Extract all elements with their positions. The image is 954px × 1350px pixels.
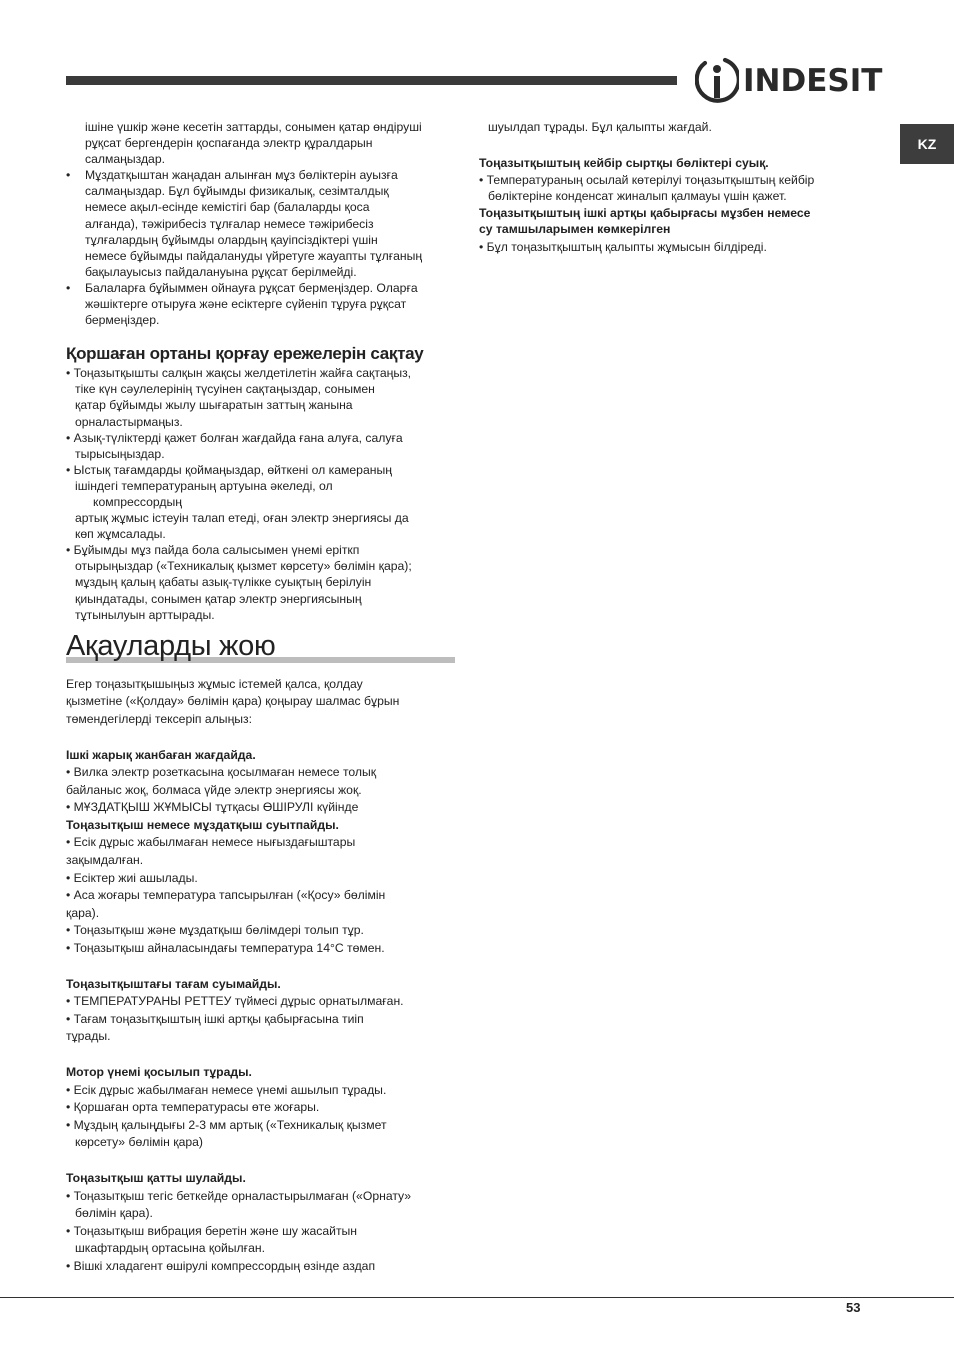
issue-line: • Вішкі хладагент өшірулі компрессордың өзінде аздап xyxy=(66,1258,376,1273)
intro-line: рұқсат бергендерін қоспағанда электр құралдарын xyxy=(85,136,373,151)
brand-wordmark: INDESIT xyxy=(743,63,883,99)
env-line: қатар бұйымды жылу шығаратын заттың жанына xyxy=(75,398,353,413)
env-line: ішіндегі температураның артуына әкеледі, ол xyxy=(75,478,333,493)
issue-line: • Тоңазытқыш вибрация беретін және шу жасайтын xyxy=(66,1223,358,1238)
bullet-line: жәшіктерге отыруға және есіктерге сүйеніп тұруға рұқсат xyxy=(85,297,407,312)
bullet-line: салмаңыздар. Бұл бұйымды физикалық, сезімталдық xyxy=(85,184,389,199)
bullet-line: немесе ақыл-есінде кемістігі бар (балаларды қоса xyxy=(85,200,370,215)
issue-line: бөлімін қара). xyxy=(75,1206,153,1221)
bullet-line: алғанда), тәжірибесіз тұлғалар немесе тәжірибесіз xyxy=(85,216,374,231)
safety-bullet xyxy=(66,280,461,328)
bullet-line: тұлғалардың бұйымды олардың қауіпсіздіктері үшін xyxy=(85,232,378,247)
page-title-troubleshooting: Ақауларды жою xyxy=(66,629,276,662)
bullet-line: бермеңіздер. xyxy=(85,313,160,328)
issue-group-motor xyxy=(66,1064,461,1152)
issue-line: • Вилка электр розеткасына қосылмаған немесе толық xyxy=(66,765,377,780)
issue-line: • Мұздың қалыңдығы 2-3 мм артық («Техникалық қызмет xyxy=(66,1117,387,1132)
issue-line: • Бұл тоңазытқыштың қалыпты жұмысын білдіреді. xyxy=(479,239,767,254)
issue-group-light xyxy=(66,747,461,817)
issue-heading: Мотор үнемі қосылып тұрады. xyxy=(66,1065,252,1079)
issue-line: қара). xyxy=(66,905,100,920)
page-number: 53 xyxy=(846,1300,861,1315)
bullet-line: бақылауысыз пайдалануына рұқсат берілмейді. xyxy=(85,264,357,279)
issue-heading: Тоңазытқыштың ішкі артқы қабырғасы мұзбен немесе xyxy=(479,206,811,221)
issue-heading: Тоңазытқыш немесе мұздатқыш суытпайды. xyxy=(66,817,339,832)
intro2-line: төмендегілерді тексеріп алыңыз: xyxy=(66,711,253,726)
issue-group-not-cooling xyxy=(66,817,461,958)
env-line: • Тоңазытқышты салқын жақсы желдетілетін жайға сақтаңыз, xyxy=(66,366,412,381)
issue-group-noise xyxy=(66,1170,461,1276)
issue-heading: Тоңазытқыштың кейбір сыртқы бөліктері суық. xyxy=(479,156,769,171)
bullet-dot: • xyxy=(66,168,71,183)
issue-heading: су тамшыларымен көмкерілген xyxy=(479,222,671,237)
issue-heading: Ішкі жарық жанбаған жағдайда. xyxy=(66,747,256,762)
env-line: тіке күн сәулелерінің түсуінен сақтаңыздар, сонымен xyxy=(75,382,375,397)
intro-text xyxy=(66,119,461,167)
header-rule xyxy=(66,76,677,85)
section-heading-environment: Қоршаған ортаны қорғау ережелерін сақтау xyxy=(66,344,424,364)
issue-line: байланыс жоқ, болмаса үйде электр энергиясы жоқ. xyxy=(66,782,362,797)
env-line: компрессордың xyxy=(93,494,182,509)
indesit-logo xyxy=(695,56,882,106)
env-line: тырысыңыздар. xyxy=(75,446,165,461)
right-column xyxy=(479,119,869,255)
issue-line: • Қоршаған орта температурасы өте жоғары. xyxy=(66,1100,320,1115)
bullet-line: Балаларға бұйыммен ойнауға рұқсат бермеңіздер. Оларға xyxy=(85,280,418,295)
issue-heading: Тоңазытқыш қатты шулайды. xyxy=(66,1170,246,1185)
issue-line: • Тағам тоңазытқыштың ішкі артқы қабырғасына тиіп xyxy=(66,1011,364,1026)
issue-line: • Тоңазытқыш айналасындағы температура 14°С төмен. xyxy=(66,941,385,956)
env-line: орналастырмаңыз. xyxy=(75,414,183,429)
intro-line: салмаңыздар. xyxy=(85,152,166,167)
env-line: отырыңыздар («Техникалық қызмет көрсету» бөлімін қара); xyxy=(75,559,412,574)
env-line: қиындатады, сонымен қатар электр энергиясының xyxy=(75,591,362,606)
issue-line: шкафтардың ортасына қойылған. xyxy=(75,1241,266,1256)
intro2-line: Егер тоңазытқышыңыз жұмыс істемей қалса, қолдау xyxy=(66,676,363,691)
continuation-line: шуылдап тұрады. Бұл қалыпты жағдай. xyxy=(488,120,712,134)
bullet-line: Мұздатқыштан жаңадан алынған мұз бөліктерін ауызға xyxy=(85,168,398,183)
language-tab-kz: KZ xyxy=(900,124,954,164)
env-line: тұтынылуын арттырады. xyxy=(75,607,215,622)
env-line: артық жұмыс істеуін талап етеді, оған электр энергиясы да xyxy=(75,511,409,526)
footer-rule xyxy=(0,1297,954,1298)
issue-line: • МҰЗДАТҚЫШ ЖҰМЫСЫ тұтқасы ӨШІРУЛІ күйінде xyxy=(66,800,359,815)
env-line: көп жұмсалады. xyxy=(75,527,166,542)
intro2-line: қызметіне («Қолдау» бөлімін қара) қоңырау шалмас бұрын xyxy=(66,694,400,709)
issue-line: • Аса жоғары температура тапсырылған («Қосу» бөлімін xyxy=(66,888,386,903)
issue-line: көрсету» бөлімін қара) xyxy=(75,1135,203,1150)
issue-line: • Тоңазытқыш және мұздатқыш бөлімдері толып тұр. xyxy=(66,923,364,938)
safety-bullet xyxy=(66,167,461,280)
issue-line: бөліктеріне конденсат жиналып қалмауы үшін қажет. xyxy=(488,189,787,204)
issue-line: • Температураның осылай көтерілуі тоңазытқыштың кейбір xyxy=(479,173,815,188)
left-column xyxy=(66,119,461,1276)
issue-line: тұрады. xyxy=(66,1029,111,1044)
indesit-logo-icon xyxy=(695,56,739,106)
issue-line: • ТЕМПЕРАТУРАНЫ РЕТТЕУ түймесі дұрыс орнатылмаған. xyxy=(66,994,404,1009)
issue-line: • Тоңазытқыш тегіс беткейде орналастырылмаған («Орнату» xyxy=(66,1188,412,1203)
env-line: • Бұйымды мұз пайда бола салысымен үнемі еріткп xyxy=(66,543,360,558)
issue-group-food-not-cold xyxy=(66,976,461,1046)
intro-line: ішіне үшкір және кесетін заттарды, сонымен қатар өндіруші xyxy=(85,120,422,134)
issue-heading: Тоңазытқыштағы тағам суымайды. xyxy=(66,976,281,991)
issue-line: зақымдалған. xyxy=(66,853,144,868)
issue-line: • Есік дұрыс жабылмаған немесе үнемі ашылып тұрады. xyxy=(66,1082,387,1097)
issue-line: • Есіктер жиі ашылады. xyxy=(66,870,198,885)
env-line: • Азық-түліктерді қажет болған жағдайда ғана алуға, салуға xyxy=(66,430,403,445)
env-line: • Ыстық тағамдарды қоймаңыздар, өйткені ол камераның xyxy=(66,462,392,477)
bullet-line: немесе бұйымды пайдалануды үйретуге жауапты тұлғаның xyxy=(85,248,423,263)
issue-line: • Есік дұрыс жабылмаған немесе нығыздағыштары xyxy=(66,835,356,850)
env-line: мұздың қалың қабаты азық-түлікке суықтың берілуін xyxy=(75,575,372,590)
troubleshooting-intro xyxy=(66,676,461,729)
environment-list xyxy=(66,365,461,623)
bullet-dot: • xyxy=(66,280,71,295)
